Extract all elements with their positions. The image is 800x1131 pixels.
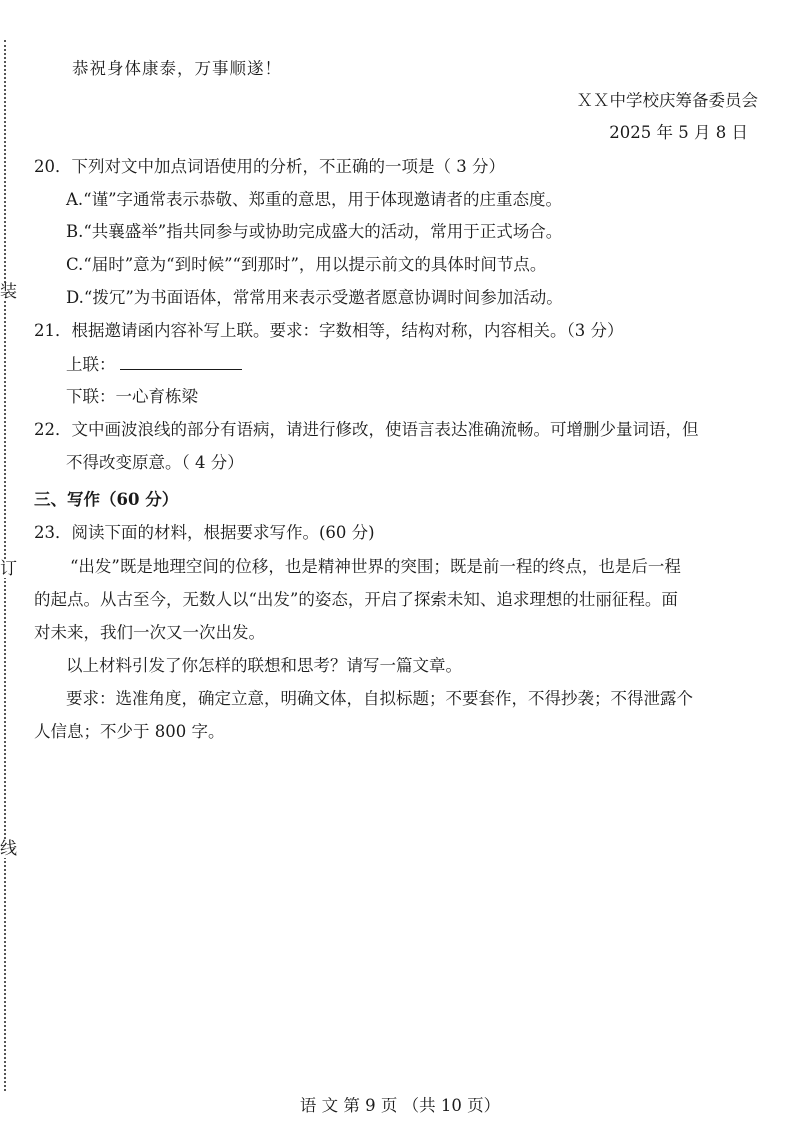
q20-stem: 20．下列对文中加点词语使用的分析，不正确的一项是（ 3 分） [34,157,505,176]
q23-stem: 23．阅读下面的材料，根据要求写作。(60 分) [34,523,375,542]
binding-char-zhuang: 装 [0,282,17,302]
binding-char-xian: 线 [0,839,17,859]
q21-upper-line [66,353,242,376]
q20-option-a: A.“谨”字通常表示恭敬、郑重的意思，用于体现邀请者的庄重态度。 [66,190,563,209]
letter-signature: ＸＸ中学校庆筹备委员会 [576,91,758,110]
q20-option-d: D.“拨冗”为书面语体，常常用来表示受邀者愿意协调时间参加活动。 [66,288,563,307]
q20-option-c: C.“届时”意为“到时候”“到那时”，用以提示前文的具体时间节点。 [66,255,547,274]
letter-date: 2025 年 5 月 8 日 [609,123,748,142]
q22-line2: 不得改变原意。（ 4 分） [66,453,244,472]
q22-line1: 22．文中画波浪线的部分有语病，请进行修改，使语言表达准确流畅。可增删少量词语，但 [34,420,699,439]
q23-material-line1: “出发”既是地理空间的位移，也是精神世界的突围；既是前一程的终点，也是后一程 [70,557,681,576]
q20-option-b: B.“共襄盛举”指共同参与或协助完成盛大的活动，常用于正式场合。 [66,222,563,241]
q23-requirements-line1: 要求：选准角度，确定立意，明确文体，自拟标题；不要套作，不得抄袭；不得泄露个 [66,689,693,708]
page-footer: 语 文 第 9 页 （共 10 页） [299,1096,501,1115]
q23-requirements-line2: 人信息；不少于 800 字。 [34,722,225,741]
q23-prompt: 以上材料引发了你怎样的联想和思考？请写一篇文章。 [66,656,462,675]
q21-upper-label: 上联： [66,355,116,374]
q23-material-line3: 对未来，我们一次又一次出发。 [34,623,265,642]
section3-title: 三、写作（60 分） [34,490,179,509]
q23-material-line2: 的起点。从古至今，无数人以“出发”的姿态，开启了探索未知、追求理想的壮丽征程。面 [34,590,678,609]
letter-closing: 恭祝身体康泰，万事顺遂！ [72,59,282,78]
q21-lower: 下联：一心育栋梁 [66,387,198,406]
q21-answer-blank[interactable] [120,353,242,370]
binding-char-ding: 订 [0,559,17,579]
q21-stem: 21．根据邀请函内容补写上联。要求：字数相等，结构对称，内容相关。（3 分） [34,321,624,340]
